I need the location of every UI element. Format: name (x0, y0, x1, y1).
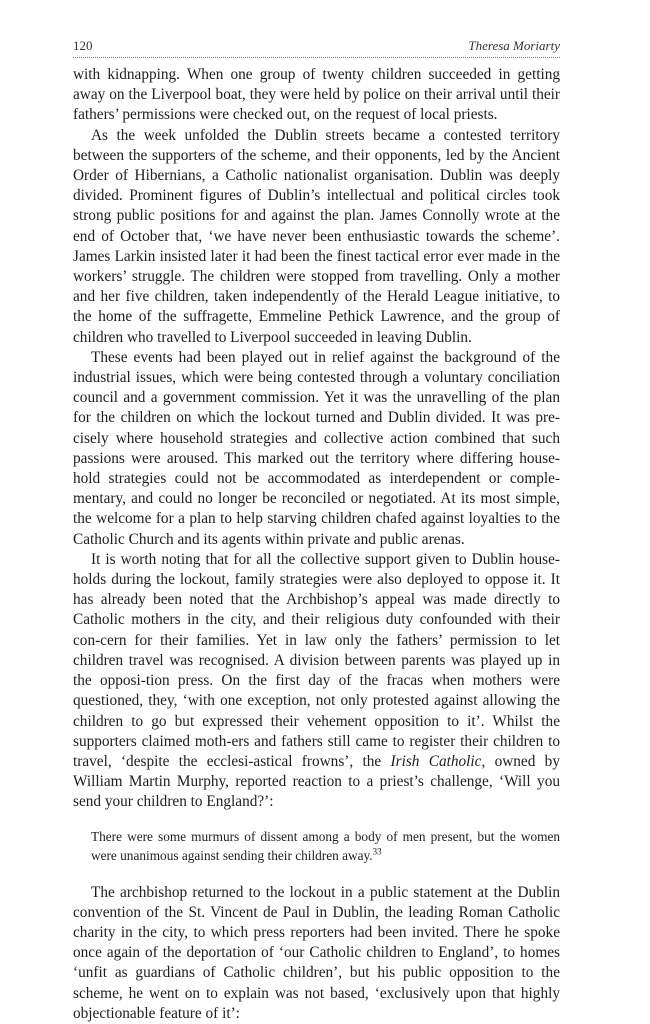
paragraph-1: with kidnapping. When one group of twenty children succeeded in getting away on the Liverpool boat, they were held by police on their arrival until their fathers’ permissions were checked out, on the request of local priests. (73, 66, 560, 124)
running-head-author: Theresa Moriarty (468, 38, 560, 53)
paragraph-4-text-a: It is worth noting that for all the collective support given to Dublin house-holds during the lockout, family strategies were also deployed to oppose it. It has already been noted that the Archbishop’s appeal was made directly to Catholic mothers in the city, and their religious duty confounded with their con-cern for their families. Yet in law only the fathers’ permission to let children travel was recognised. A division between parents was played up in the opposi-tion press. On the first day of the fracas when mothers were questioned, they, ‘with one exception, not only protested against allowing the children to go but expressed their vehement opposition to it’. Whilst the supporters claimed moth-ers and fathers still came to register their children to travel, ‘despite the ecclesi-astical frowns’, the (73, 550, 560, 770)
paragraph-4-text-b: , owned by William Martin Murphy, reported reaction to a priest’s challenge, ‘Will you send your children to England?’: (73, 752, 560, 811)
page-number: 120 (73, 38, 93, 53)
footnote-ref: 33 (372, 846, 382, 857)
paragraph-5: The archbishop returned to the lockout in a public statement at the Dublin convention of the St. Vincent de Paul in Dublin, the leading Roman Catholic charity in the city, to which press reporters had been invited. There he spoke once again of the deportation of ‘our Catholic children to England’, to homes ‘unfit as guardians of Catholic children’, but his public opposition to the scheme, he went on to explain was not based, ‘exclusively upon that highly objectionable feature of it’: (73, 883, 560, 1022)
block-quote-text: There were some murmurs of dissent among a body of men present, but the women were unanimous against sending their children away. (91, 828, 560, 863)
block-quote (91, 827, 560, 865)
paragraph-4 (73, 550, 560, 813)
paragraph-3: These events had been played out in relief against the background of the industrial issues, which were being contested through a voluntary conciliation council and a government commission. Yet it was the unravelling of the plan for the children on which the lockout turned and Dublin divided. It was pre-cisely where household strategies and collective action combined that such passions were aroused. This marked out the territory where differing house-hold strategies could not be accommodated as interdependent or comple-mentary, and could no longer be reconciled or negotiated. At its most simple, the welcome for a plan to help starving children chafed against loyalties to the Catholic Church and its agents within private and public arenas. (73, 348, 560, 548)
running-head (73, 38, 560, 58)
publication-title: Irish Catholic (390, 752, 482, 770)
book-page (73, 38, 560, 1024)
paragraph-2: As the week unfolded the Dublin streets became a contested territory between the supporters of the scheme, and their opponents, led by the Ancient Order of Hibernians, a Catholic nationalist organisation. Dublin was deeply divided. Prominent figures of Dublin’s intellectual and political circles took strong public positions for and against the plan. James Connolly wrote at the end of October that, ‘we have never been enthusiastic towards the scheme’. James Larkin insisted later it had been the finest tactical error ever made in the workers’ struggle. The children were stopped from travelling. Only a mother and her five children, taken independently of the Herald League initiative, to the home of the suffragette, Emmeline Pethick Lawrence, and the group of children who travelled to Liverpool succeeded in leaving Dublin. (73, 126, 560, 346)
